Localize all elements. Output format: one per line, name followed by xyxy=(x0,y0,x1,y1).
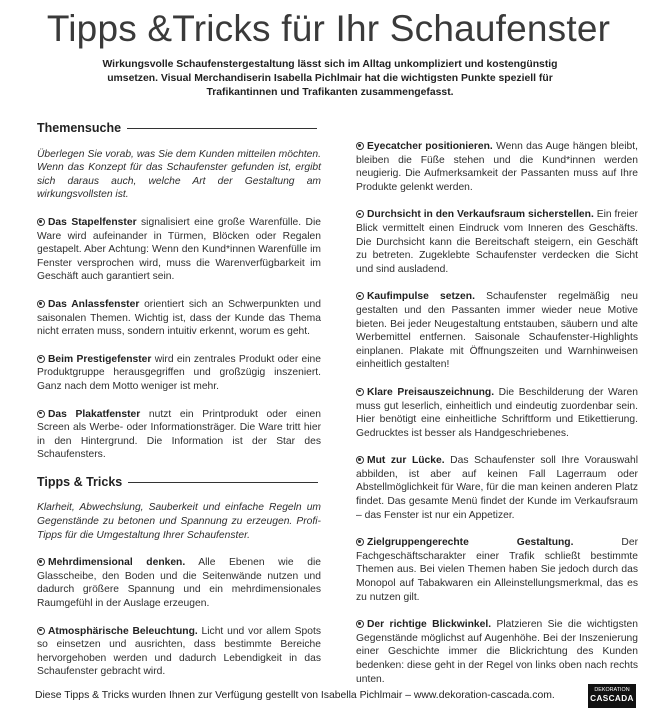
logo-line-1: DEKORATION xyxy=(594,687,630,693)
tip-item: Das Plakatfenster nutzt ein Printprodukt oder einen Screen als Werbe- oder Informationsträger. Die Ware tritt hier in den Hintergrund. Die Information ist der Star des Schaufensters. xyxy=(37,408,321,461)
tip-item: Durchsicht in den Verkaufsraum sicherstellen. Ein freier Blick vermittelt einen Eindruck vom Inneren des Geschäfts. Die Durchsicht kann die Bereitschaft steigern, ein Geschäft zu betreten. Zugeklebte Schaufenster verdecken die Sicht und sind ausladend. xyxy=(356,209,638,275)
logo-line-2: CASCADA xyxy=(590,694,634,703)
circle-bullet-icon xyxy=(356,210,364,218)
tip-item: Mut zur Lücke. Das Schaufenster soll Ihre Vorauswahl abbilden, ist aber auf keinen Fall Lagerraum oder Abstellmöglichkeit für Ware, für die man keinen anderen Platz findet. Das gesamte Menü findet der Kunde im Verkaufsraum – das Fenster ist nur ein Appetizer. xyxy=(356,455,639,521)
circle-bullet-icon xyxy=(356,388,364,396)
tip-item: Der richtige Blickwinkel. Platzieren Sie die wichtigsten Gegenstände möglichst auf Augenhöhe. Bei der Inszenierung einer Geschichte immer die Blickrichtung des Kunden bedenken: diese geht in der Regel von links oben nach rechts unten. xyxy=(356,619,638,685)
circle-bullet-icon xyxy=(37,300,45,308)
circle-bullet-icon xyxy=(356,538,364,546)
section-lead: Überlegen Sie vorab, was Sie dem Kunden mitteilen möchten. Wenn das Konzept für das Schaufenster gefunden ist, ergibt sich daraus auch, welche Art der Gestaltung am wirkungsvollsten ist. xyxy=(37,148,321,201)
footer-credit: Diese Tipps & Tricks wurden Ihnen zur Verfügung gestellt von Isabella Pichlmair – www.dekoration-cascada.com. xyxy=(35,690,555,701)
circle-bullet-icon xyxy=(37,355,45,363)
tip-item: Klare Preisauszeichnung. Die Beschilderung der Waren muss gut leserlich, einheitlich und eindeutig zuordenbar sein. Hier benötigt eine einheitliche Schriftform und Etikettierung. Gedrucktes ist besser als Handgeschriebenes. xyxy=(356,386,638,439)
circle-bullet-icon xyxy=(37,627,45,635)
tip-item: Atmosphärische Beleuchtung. Licht und vor allem Spots so einsetzen und ausrichten, dass bestimmte Bereiche hervorgehoben werden und dadurch Lebendigkeit in das Schaufenster gebracht wird. xyxy=(37,625,321,678)
circle-bullet-icon xyxy=(356,620,364,628)
circle-bullet-icon xyxy=(356,142,364,150)
tip-item: Mehrdimensional denken. Alle Ebenen wie die Glasscheibe, den Boden und die Seitenwände nutzen und dadurch größere Spannung und ein mehrdimensionales Raumgefühl in der Auslage erzeugen. xyxy=(37,557,321,610)
tip-item: Eyecatcher positionieren. Wenn das Auge hängen bleibt, bleiben die Füße stehen und die Kund*innen werden neugierig. Die Aufmerksamkeit der Passanten muss auf Ihre Produkte gelenkt werden. xyxy=(356,141,638,193)
heading-label: Themensuche xyxy=(37,121,122,135)
circle-bullet-icon xyxy=(356,456,364,464)
section-lead: Klarheit, Abwechslung, Sauberkeit und einfache Regeln um Gegenstände zu betonen und Spannung zu erzeugen. Profi-Tipps für die Umgestaltung Ihrer Schaufenster. xyxy=(37,502,321,541)
left-column xyxy=(37,122,321,693)
page-title: Tipps &Tricks für Ihr Schaufenster xyxy=(46,8,611,49)
cascada-logo xyxy=(588,684,636,708)
right-column xyxy=(356,140,638,700)
circle-bullet-icon xyxy=(356,292,364,300)
circle-bullet-icon xyxy=(37,558,45,566)
tip-item: Kaufimpulse setzen. Schaufenster regelmäßig neu gestalten und den Passanten immer wieder neue Motive bieten. Bei jeder Neugestaltung entstauben, säubern und alte Werbemittel entfernen. Saisonale Schaufenster-Highlights einplanen. Plakate mit Öffnungszeiten und Warnhinweisen einheitlich gestalten! xyxy=(356,291,638,371)
tip-item: Beim Prestigefenster wird ein zentrales Produkt oder eine Produktgruppe herausgegriffen und großzügig inszeniert. Ganz nach dem Motto weniger ist mehr. xyxy=(37,353,321,392)
circle-bullet-icon xyxy=(37,410,45,418)
tip-item: Das Anlassfenster orientiert sich an Schwerpunkten und saisonalen Themen. Wichtig ist, dass der Kunde das Thema nicht erraten muss, sondern intuitiv erkennt, worum es geht. xyxy=(37,298,321,338)
tip-item: Das Stapelfenster signalisiert eine große Warenfülle. Die Ware wird aufeinander in Türmen, Blöcken oder Regalen gestapelt. Aber Achtung: Wenn den Kund*innen Warenfülle im Fenster versprochen wird, muss die Warenverfügbarkeit im Geschäft auch garantiert sein. xyxy=(37,216,321,283)
heading-label: Tipps & Tricks xyxy=(37,474,123,489)
heading-rule xyxy=(127,128,317,129)
section-heading-themensuche xyxy=(37,122,321,136)
intro-text: Wirkungsvolle Schaufenstergestaltung lässt sich im Alltag unkompliziert und kostengünstig umsetzen. Visual Merchandiserin Isabella Pichlmair hat die wichtigsten Punkte speziell für Trafikantinnen und Trafikanten zusammengefasst. xyxy=(102,59,558,98)
circle-bullet-icon xyxy=(37,218,45,226)
section-heading-tipps xyxy=(37,476,321,490)
heading-rule xyxy=(128,482,318,483)
tip-item: Zielgruppengerechte Gestaltung. Der Fachgeschäftscharakter einer Trafik schließt bestimmte Themen aus. Bei vielen Themen haben Sie jedoch durch das Monopol auf Tabakwaren ein Alleinstellungsmerkmal, das es zu nutzen gilt. xyxy=(356,537,639,603)
